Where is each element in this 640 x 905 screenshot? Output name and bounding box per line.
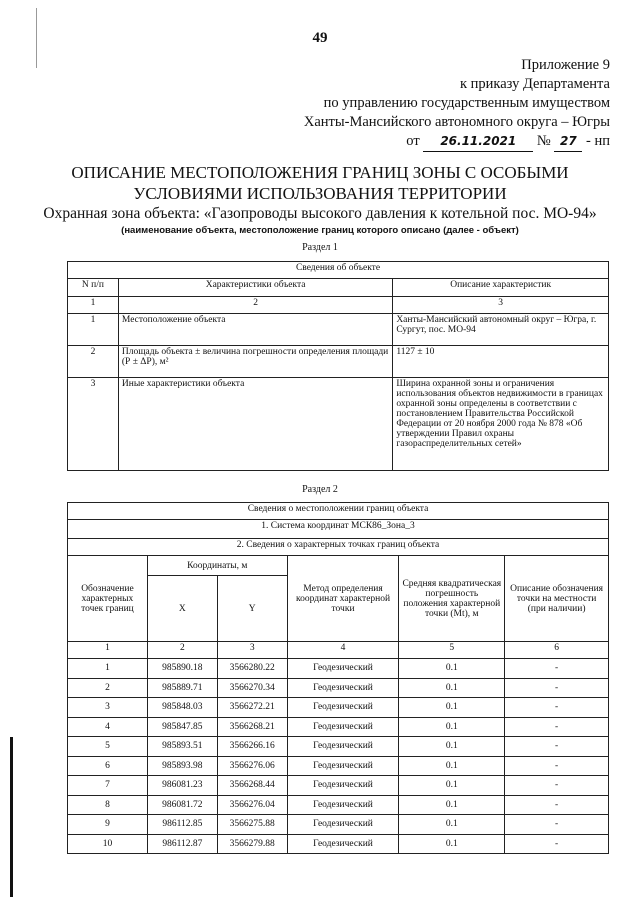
- index-cell: 4: [287, 642, 399, 659]
- table-row: [68, 815, 609, 835]
- cell-x: 985893.51: [147, 737, 217, 757]
- cell-method: Геодезический: [287, 698, 399, 718]
- cell-x: 985889.71: [147, 678, 217, 698]
- section1-header: Сведения об объекте: [68, 262, 609, 279]
- cell-mark: -: [505, 815, 609, 835]
- table-row: [68, 314, 609, 346]
- row-desc: Ханты-Мансийский автономный округ – Югра, г. Сургут, пос. МО-94: [393, 314, 609, 346]
- cell-error: 0.1: [399, 717, 505, 737]
- appendix-block: [304, 56, 610, 152]
- cell-error: 0.1: [399, 815, 505, 835]
- index-cell: 1: [68, 642, 148, 659]
- section1-label: Раздел 1: [302, 242, 338, 253]
- cell-method: Геодезический: [287, 834, 399, 854]
- row-desc: 1127 ± 10: [393, 346, 609, 378]
- cell-method: Геодезический: [287, 815, 399, 835]
- cell-y: 3566272.21: [217, 698, 287, 718]
- cell-y: 3566270.34: [217, 678, 287, 698]
- title-line1: ОПИСАНИЕ МЕСТОПОЛОЖЕНИЯ ГРАНИЦ ЗОНЫ С ОСОБЫМИ: [71, 163, 569, 182]
- table-row: [68, 678, 609, 698]
- cell-y: 3566279.88: [217, 834, 287, 854]
- title-line2: УСЛОВИЯМИ ИСПОЛЬЗОВАНИЯ ТЕРРИТОРИИ: [133, 184, 507, 203]
- cell-mark: -: [505, 737, 609, 757]
- cell-mark: -: [505, 795, 609, 815]
- cell-method: Геодезический: [287, 737, 399, 757]
- cell-mark: -: [505, 756, 609, 776]
- table-row: [68, 346, 609, 378]
- cell-point: 10: [68, 834, 148, 854]
- cell-x: 985893.98: [147, 756, 217, 776]
- col-x-header: X: [147, 576, 217, 642]
- cell-y: 3566268.21: [217, 717, 287, 737]
- cell-y: 3566275.88: [217, 815, 287, 835]
- cell-y: 3566276.06: [217, 756, 287, 776]
- row-desc: Ширина охранной зоны и ограничения использования объектов недвижимости в границах охранной зоны определены в соответствии с постановлением Правительства Российской Федерации от 20 ноября 2000 года № 878 «Об утверждении Правил охраны газораспределительных сетей»: [393, 378, 609, 471]
- index-cell: 5: [399, 642, 505, 659]
- row-char: Иные характеристики объекта: [118, 378, 392, 471]
- cell-y: 3566276.04: [217, 795, 287, 815]
- cell-y: 3566280.22: [217, 659, 287, 679]
- cell-error: 0.1: [399, 776, 505, 796]
- col-num-header: N п/п: [68, 279, 119, 297]
- table-row: [68, 737, 609, 757]
- cell-error: 0.1: [399, 756, 505, 776]
- scan-artifact-left-bottom: [10, 737, 13, 897]
- number-label: №: [536, 133, 551, 149]
- table-row: [68, 378, 609, 471]
- index-cell: 2: [147, 642, 217, 659]
- col-point-header: Обозначение характерных точек границ: [68, 556, 148, 642]
- appendix-date-line: [304, 132, 610, 152]
- cell-method: Геодезический: [287, 678, 399, 698]
- object-name: Охранная зона объекта: «Газопроводы высокого давления к котельной пос. МО-94»: [43, 205, 597, 222]
- cell-x: 986081.72: [147, 795, 217, 815]
- cell-method: Геодезический: [287, 717, 399, 737]
- col-desc-header: Описание характеристик: [393, 279, 609, 297]
- cell-x: 986112.87: [147, 834, 217, 854]
- table-row: [68, 717, 609, 737]
- cell-x: 985890.18: [147, 659, 217, 679]
- cell-mark: -: [505, 678, 609, 698]
- index-cell: 3: [217, 642, 287, 659]
- from-label: от: [406, 133, 420, 149]
- cell-point: 9: [68, 815, 148, 835]
- index-cell: 3: [393, 297, 609, 314]
- table-row: [68, 795, 609, 815]
- cell-method: Геодезический: [287, 756, 399, 776]
- cell-mark: -: [505, 776, 609, 796]
- cell-error: 0.1: [399, 678, 505, 698]
- table-row: [68, 756, 609, 776]
- row-num: 3: [68, 378, 119, 471]
- cell-error: 0.1: [399, 698, 505, 718]
- cell-method: Геодезический: [287, 659, 399, 679]
- document-title: [0, 162, 640, 204]
- cell-y: 3566268.44: [217, 776, 287, 796]
- col-method-header: Метод определения координат характерной точки: [287, 556, 399, 642]
- cell-point: 4: [68, 717, 148, 737]
- order-number: 27: [554, 132, 582, 152]
- row-num: 2: [68, 346, 119, 378]
- section2-label: Раздел 2: [302, 484, 338, 495]
- cell-point: 5: [68, 737, 148, 757]
- coord-system: 1. Система координат МСК86_Зона_3: [68, 520, 609, 539]
- cell-point: 3: [68, 698, 148, 718]
- table-row: [68, 834, 609, 854]
- cell-point: 2: [68, 678, 148, 698]
- cell-x: 985847.85: [147, 717, 217, 737]
- cell-x: 986112.85: [147, 815, 217, 835]
- cell-point: 8: [68, 795, 148, 815]
- page-number: 49: [312, 30, 328, 46]
- cell-x: 985848.03: [147, 698, 217, 718]
- cell-x: 986081.23: [147, 776, 217, 796]
- cell-error: 0.1: [399, 737, 505, 757]
- cell-mark: -: [505, 834, 609, 854]
- cell-error: 0.1: [399, 834, 505, 854]
- table-row: [68, 776, 609, 796]
- appendix-line3: по управлению государственным имуществом: [323, 95, 610, 111]
- row-char: Площадь объекта ± величина погрешности определения площади (Р ± ΔР), м²: [118, 346, 392, 378]
- order-date: 26.11.2021: [423, 132, 533, 152]
- cell-point: 6: [68, 756, 148, 776]
- cell-point: 1: [68, 659, 148, 679]
- table-row: [68, 659, 609, 679]
- appendix-line1: Приложение 9: [521, 57, 610, 73]
- cell-mark: -: [505, 698, 609, 718]
- col-mark-header: Описание обозначения точки на местности (при наличии): [505, 556, 609, 642]
- points-body: [68, 659, 609, 854]
- cell-mark: -: [505, 659, 609, 679]
- cell-error: 0.1: [399, 795, 505, 815]
- object-name-note: (наименование объекта, местоположение границ которого описано (далее - объект): [121, 225, 519, 236]
- cell-method: Геодезический: [287, 795, 399, 815]
- col-error-header: Средняя квадратическая погрешность положения характерной точки (Mt), м: [399, 556, 505, 642]
- table-row: [68, 698, 609, 718]
- cell-error: 0.1: [399, 659, 505, 679]
- appendix-line4: Ханты-Мансийского автономного округа – Югры: [303, 114, 610, 130]
- index-cell: 2: [118, 297, 392, 314]
- appendix-line2: к приказу Департамента: [459, 76, 610, 92]
- section2-table: [67, 502, 609, 854]
- col-char-header: Характеристики объекта: [118, 279, 392, 297]
- section1-table: [67, 261, 609, 471]
- col-y-header: Y: [217, 576, 287, 642]
- number-suffix: - нп: [586, 133, 610, 149]
- section2-header: Сведения о местоположении границ объекта: [68, 503, 609, 520]
- index-cell: 6: [505, 642, 609, 659]
- index-cell: 1: [68, 297, 119, 314]
- cell-y: 3566266.16: [217, 737, 287, 757]
- cell-point: 7: [68, 776, 148, 796]
- cell-method: Геодезический: [287, 776, 399, 796]
- col-coords-header: Координаты, м: [147, 556, 287, 576]
- cell-mark: -: [505, 717, 609, 737]
- row-char: Местоположение объекта: [118, 314, 392, 346]
- row-num: 1: [68, 314, 119, 346]
- points-header: 2. Сведения о характерных точках границ объекта: [68, 539, 609, 556]
